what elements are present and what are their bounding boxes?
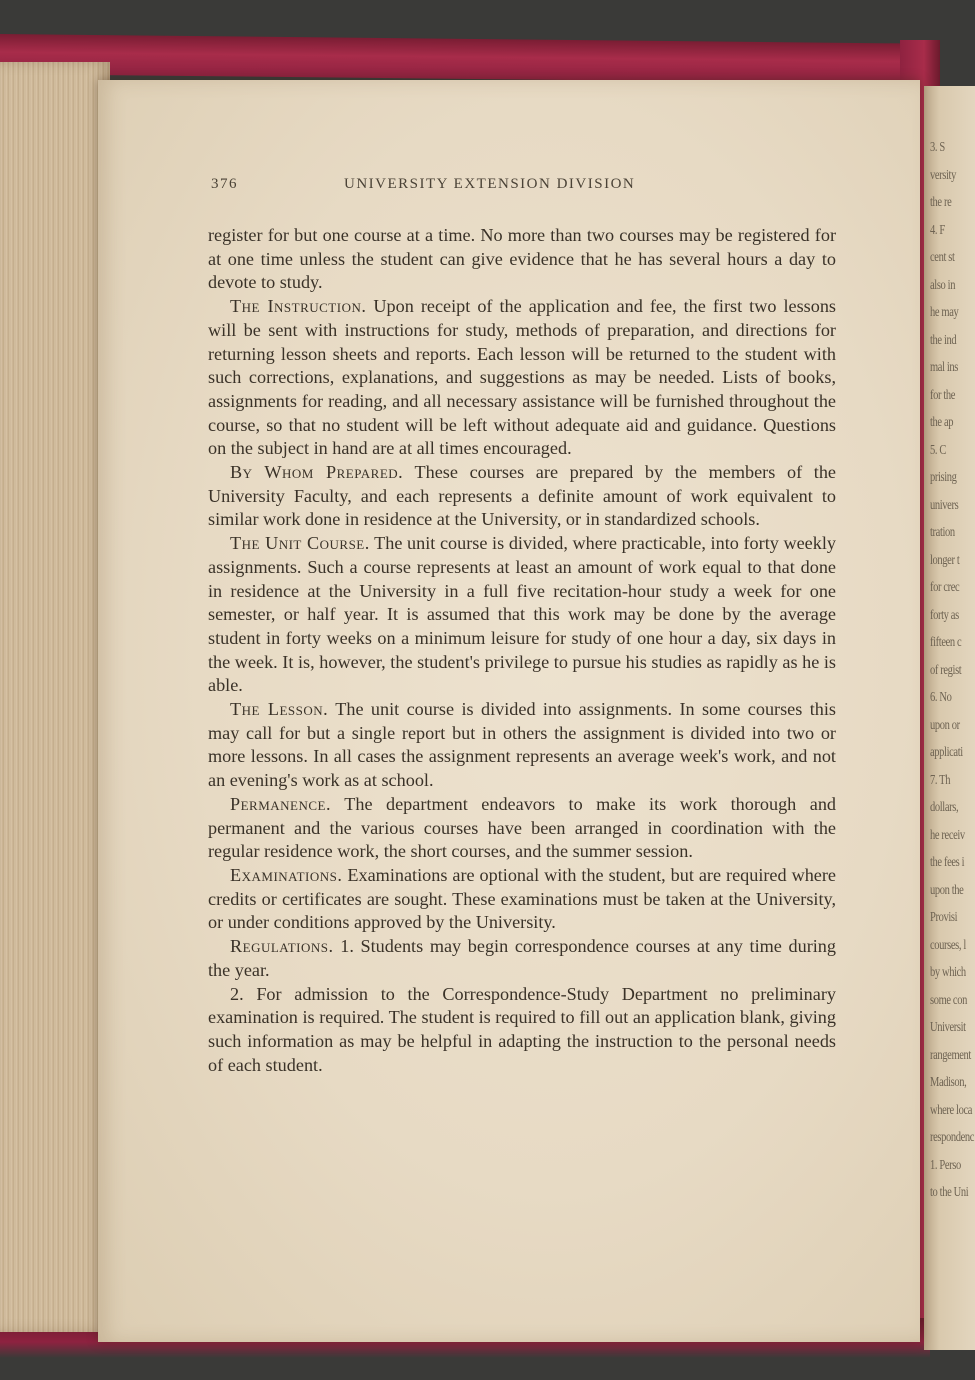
section-heading: By Whom Prepared. bbox=[230, 462, 404, 483]
facing-page-fragment: 6. No bbox=[930, 690, 952, 705]
paragraph-examinations bbox=[208, 864, 836, 935]
facing-page-fragment: rangement bbox=[930, 1047, 971, 1063]
facing-page-fragment: longer t bbox=[930, 552, 960, 568]
facing-page-fragment: tration bbox=[930, 525, 955, 540]
facing-page-fragment: fifteen c bbox=[930, 635, 962, 650]
facing-page-fragment: 3. S bbox=[930, 140, 945, 155]
facing-page-fragment: upon or bbox=[930, 717, 960, 733]
facing-page-fragment: for crec bbox=[930, 580, 960, 595]
running-head bbox=[211, 176, 711, 198]
facing-page-fragment: mal ins bbox=[930, 360, 959, 375]
section-heading: The Instruction. bbox=[230, 296, 367, 317]
facing-page-fragment: cent st bbox=[930, 250, 955, 265]
facing-page-fragment: univers bbox=[930, 497, 959, 513]
section-heading: Examinations. bbox=[230, 864, 343, 885]
facing-page-fragment: Universit bbox=[930, 1020, 966, 1035]
paragraph-regulations bbox=[208, 935, 836, 982]
paragraph-text: These courses are prepared by the members of the University Faculty, and each represents a definite amount of work equivalent to similar work done in residence at the University, or in standardized schools. bbox=[208, 462, 836, 530]
facing-page-fragment: the ind bbox=[930, 332, 957, 348]
section-heading: Permanence. bbox=[230, 793, 332, 814]
paragraph-text: The unit course is divided into assignments. In some courses this may call for but a single report but in others the assignment is divided into two or more lessons. In all cases the assignment represents an average week's work, and not an evening's work as at school. bbox=[208, 699, 837, 791]
section-heading: Regulations. bbox=[230, 936, 334, 957]
paragraph-by-whom-prepared bbox=[208, 461, 836, 532]
facing-page-fragment: some con bbox=[930, 992, 967, 1008]
facing-page-fragment: Madison, bbox=[930, 1075, 967, 1090]
facing-page-fragment: 4. F bbox=[930, 222, 945, 238]
facing-page-fragment: forty as bbox=[930, 607, 959, 623]
facing-page-fragment: upon the bbox=[930, 882, 964, 898]
facing-page-fragment: the ap bbox=[930, 415, 954, 430]
running-head-title: UNIVERSITY EXTENSION DIVISION bbox=[344, 176, 636, 192]
paragraph-text: register for but one course at a time. No more than two courses may be registered for at one time unless the student can give evidence that he has several hours a day to devote to study. bbox=[208, 225, 836, 293]
paragraph-lesson bbox=[208, 698, 836, 793]
facing-page-fragment: prising bbox=[930, 470, 957, 485]
facing-page-fragment: versity bbox=[930, 167, 956, 183]
paragraph-permanence bbox=[208, 793, 836, 864]
facing-page-strip bbox=[924, 86, 975, 1350]
facing-page-fragment: for the bbox=[930, 387, 956, 403]
facing-page-fragment: the re bbox=[930, 195, 952, 210]
facing-page-fragment: dollars, bbox=[930, 800, 959, 815]
page-block-edges bbox=[0, 62, 110, 1332]
paragraph-text: 1. Students may begin correspondence courses at any time during the year. bbox=[208, 936, 836, 980]
paragraph-text: 2. For admission to the Correspondence-Study Department no preliminary examination is required. The student is required to fill out an application blank, giving such information as may be helpful in adapting the instruction to the personal needs of each student. bbox=[208, 983, 836, 1075]
book-cover-top-edge bbox=[0, 34, 940, 84]
facing-page-fragment: courses, l bbox=[930, 937, 966, 953]
facing-page-fragment: 1. Perso bbox=[930, 1157, 961, 1173]
facing-page-fragment: 7. Th bbox=[930, 772, 951, 788]
paragraph-unit-course bbox=[208, 532, 836, 698]
paragraph-text: The unit course is divided, where practicable, into forty weekly assignments. Such a course represents at least an amount of work equal to that done in residence at the University in a full five recitation-hour study a week for one semester, or half year. It is assumed that this work may be done by the average student in forty weeks on a minimum leisure for study of one hour a day, six days in the week. It is, however, the student's privilege to pursue his studies as rapidly as he is able. bbox=[208, 533, 836, 696]
paragraph-text: The department endeavors to make its work thorough and permanent and the various courses have been arranged in coordination with the regular residence work, the short courses, and the summer session. bbox=[208, 793, 837, 862]
paragraph-text: Examinations are optional with the student, but are required where credits or certificates are sought. These examinations must be taken at the University, or under conditions approved by the University. bbox=[208, 864, 836, 933]
facing-page-fragment: respondenc bbox=[930, 1130, 975, 1145]
facing-page-fragment: of regist bbox=[930, 662, 962, 678]
paragraph bbox=[208, 224, 836, 295]
body-text bbox=[208, 224, 836, 1077]
section-heading: The Lesson. bbox=[230, 699, 329, 720]
paragraph-instruction bbox=[208, 295, 836, 461]
facing-page-fragment: also in bbox=[930, 277, 956, 293]
paragraph-admission bbox=[208, 983, 836, 1078]
facing-page-fragment: he receiv bbox=[930, 827, 965, 843]
section-heading: The Unit Course. bbox=[230, 533, 370, 554]
facing-page-fragment: by which bbox=[930, 965, 966, 980]
facing-page-fragment: where loca bbox=[930, 1102, 973, 1118]
page-number: 376 bbox=[211, 176, 238, 192]
facing-page-fragment: Provisi bbox=[930, 910, 958, 925]
facing-page-fragment: he may bbox=[930, 305, 959, 320]
facing-page-fragment: to the Uni bbox=[930, 1185, 969, 1200]
facing-page-fragment: the fees i bbox=[930, 855, 965, 870]
facing-page-fragment: 5. C bbox=[930, 442, 947, 458]
facing-page-fragment: applicati bbox=[930, 745, 963, 760]
paragraph-text: Upon receipt of the application and fee, the first two lessons will be sent with instructions for study, methods of preparation, and directions for returning lesson sheets and reports. Each lesson will be returned to the student with such corrections, explanations, and suggestions as may be needed. Lists of books, assignments for reading, and all necessary assistance will be furnished throughout the course, so that no student will be left without adequate aid and guidance. Questions on the subject in hand are at all times encouraged. bbox=[208, 296, 836, 459]
